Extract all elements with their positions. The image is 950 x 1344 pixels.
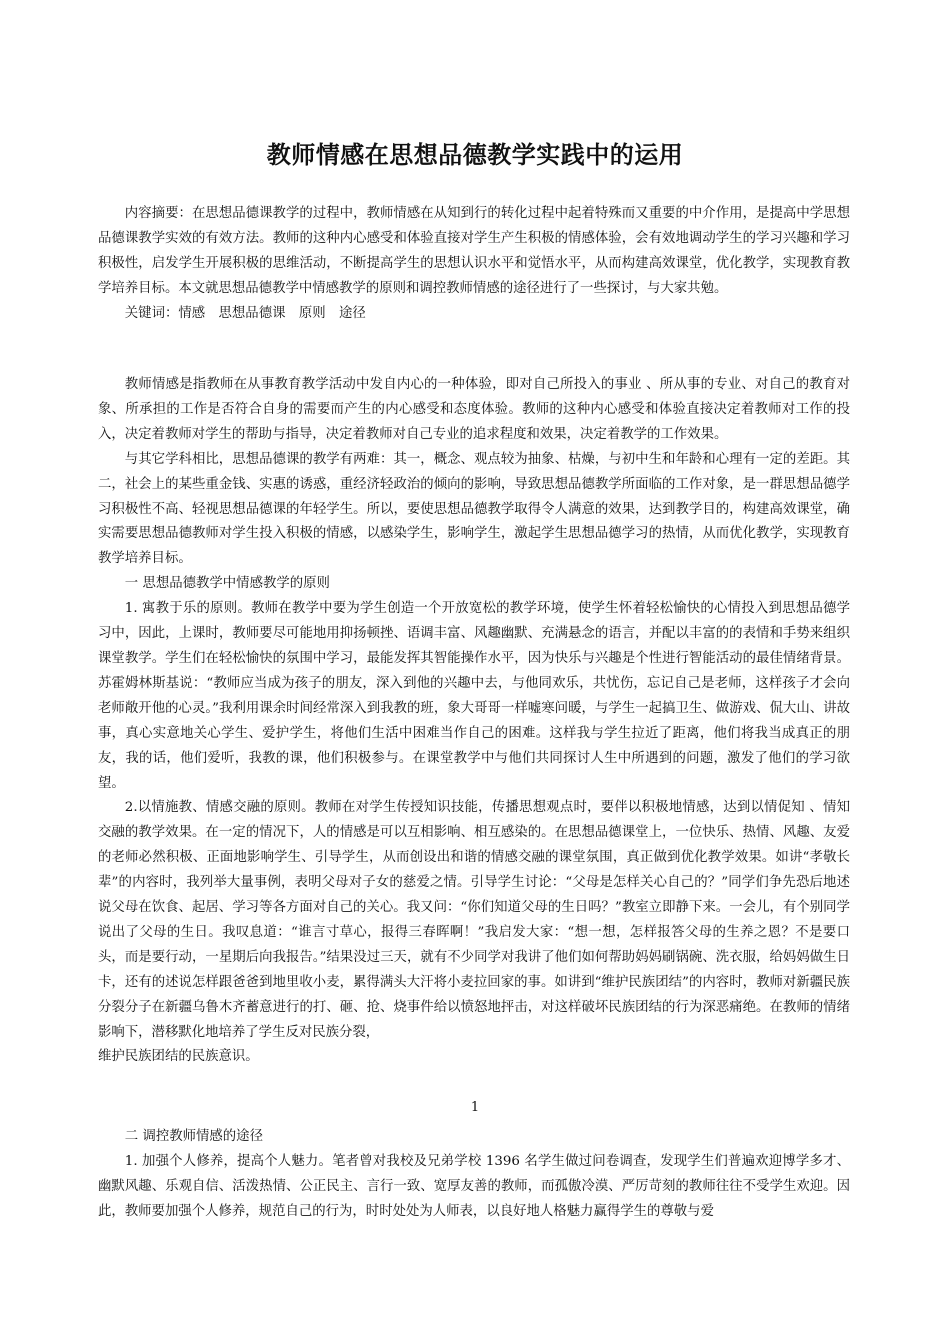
body-paragraph-2: 与其它学科相比，思想品德课的教学有两难：其一，概念、观点较为抽象、枯燥，与初中生和年龄和心理有一定的差距。其二，社会上的某些重金钱、实惠的诱惑，重经济轻政治的倾向的影响，导致思想品德教学所面临的工作对象，是一群思想品德学习积极性不高、轻视思想品德课的年轻学生。所以，要使思想品德教学取得令人满意的效果，达到教学目的，构建高效课堂，确实需要思想品德教师对学生投入积极的情感，以感染学生，影响学生，激起学生思想品德学习的热情，从而优化教学，实现教育教学培养目标。	[98, 451, 850, 567]
document-title: 教师情感在思想品德教学实践中的运用	[266, 141, 684, 169]
body-section	[98, 373, 850, 1070]
body-paragraph-3: 1. 寓教于乐的原则。教师在教学中要为学生创造一个开放宽松的教学环境，使学生怀着轻松愉快的心情投入到思想品德学习中，因此，上课时，教师要尽可能地用抑扬顿挫、语调丰富、风趣幽默、充满悬念的语言，并配以丰富的的表情和手势来组织课堂教学。学生们在轻松愉快的氛围中学习，最能发挥其智能操作水平，因为快乐与兴趣是个性进行智能活动的最佳情绪背景。苏霍姆林斯基说：“教师应当成为孩子的朋友，深入到他的兴趣中去，与他同欢乐，共忧伤，忘记自己是老师，这样孩子才会向老师敞开他的心灵。”我利用课余时间经常深入到我教的班，象大哥哥一样嘘寒问暖，与学生一起搞卫生、做游戏、侃大山、讲故事，真心实意地关心学生、爱护学生，将他们生活中困难当作自己的困难。这样我与学生拉近了距离，他们将我当成真正的朋友，我的话，他们爱听，我教的课，他们积极参与。在课堂教学中与他们共同探讨人生中所遇到的问题，激发了他们的学习欲望。	[98, 601, 850, 791]
keywords-line: 关键词：情感 思想品德课 原则 途径	[124, 305, 366, 321]
section-heading-2: 二 调控教师情感的途径	[124, 1129, 263, 1144]
body-paragraph-1: 教师情感是指教师在从事教育教学活动中发自内心的一种体验，即对自己所投入的事业 、所从事的专业、对自己的教育对象、所承担的工作是否符合自身的需要而产生的内心感受和态度体验。教师的这种内心感受和体验直接决定着教师对工作的投入，决定着教师对学生的帮助与指导，决定着教师对自己专业的追求程度和效果，决定着教学的工作效果。	[98, 377, 850, 442]
section-heading-1: 一 思想品德教学中情感教学的原则	[124, 576, 330, 592]
abstract-paragraph: 内容摘要：在思想品德课教学的过程中，教师情感在从知到行的转化过程中起着特殊而又重要的中介作用，是提高中学思想品德课教学实效的有效方法。教师的这种内心感受和体验直接对学生产生积极的情感体验，会有效地调动学生的学习兴趣和学习积极性，启发学生开展积极的思维活动，不断提高学生的思想认识水平和觉悟水平，从而构建高效课堂，优化教学，实现教育教学培养目标。本文就思想品德教学中情感教学的原则和调控教师情感的途径进行了一些探讨，与大家共勉。	[98, 206, 850, 296]
body-paragraph-4: 2.以情施教、情感交融的原则。教师在对学生传授知识技能，传播思想观点时，要伴以积极地情感，达到以情促知 、情知交融的教学效果。在一定的情况下，人的情感是可以互相影响、相互感染的。在思想品德课堂上，一位快乐、热情、风趣、友爱的老师必然积极、正面地影响学生、引导学生，从而创设出和谐的情感交融的课堂氛围，真正做到优化教学效果。如讲“孝敬长辈”的内容时，我列举大量事例，表明父母对子女的慈爱之情。引导学生讨论：“父母是怎样关心自己的？”同学们争先恐后地述说父母在饮食、起居、学习等各方面对自己的关心。我又问：“你们知道父母的生日吗？”教室立即静下来。一会儿，有个别同学说出了父母的生日。我叹息道：“谁言寸草心，报得三春晖啊！”我启发大家：“想一想，怎样报答父母的生养之恩？不是要口头，而是要行动，一星期后向我报告。”结果没过三天，就有不少同学对我讲了他们如何帮助妈妈刷锅碗、洗衣服，给妈妈做生日卡，还有的述说怎样跟爸爸到地里收小麦，累得满头大汗将小麦拉回家的事。如讲到“维护民族团结”的内容时，教师对新疆民族分裂分子在新疆乌鲁木齐蓄意进行的打、砸、抢、烧事件给以愤怒地抨击，对这样破坏民族团结的行为深恶痛绝。在教师的情绪影响下，潜移默化地培养了学生反对民族分裂，	[98, 800, 850, 1040]
continuation-section	[98, 1125, 850, 1225]
body-paragraph-4-tail: 维护民族团结的民族意识。	[98, 1049, 259, 1065]
body-paragraph-5: 1. 加强个人修养，提高个人魅力。笔者曾对我校及兄弟学校 1396 名学生做过问卷调查，发现学生们普遍欢迎博学多才、幽默风趣、乐观自信、活泼热情、公正民主、言行一致、宽厚友善的教师，而孤傲冷漠、严厉苛刻的教师往往不受学生欢迎。因此，教师要加强个人修养，规范自己的行为，时时处处为人师表，以良好地人格魅力赢得学生的尊敬与爱	[98, 1153, 850, 1219]
page-number: 1	[470, 1100, 480, 1115]
abstract-section	[98, 202, 850, 327]
